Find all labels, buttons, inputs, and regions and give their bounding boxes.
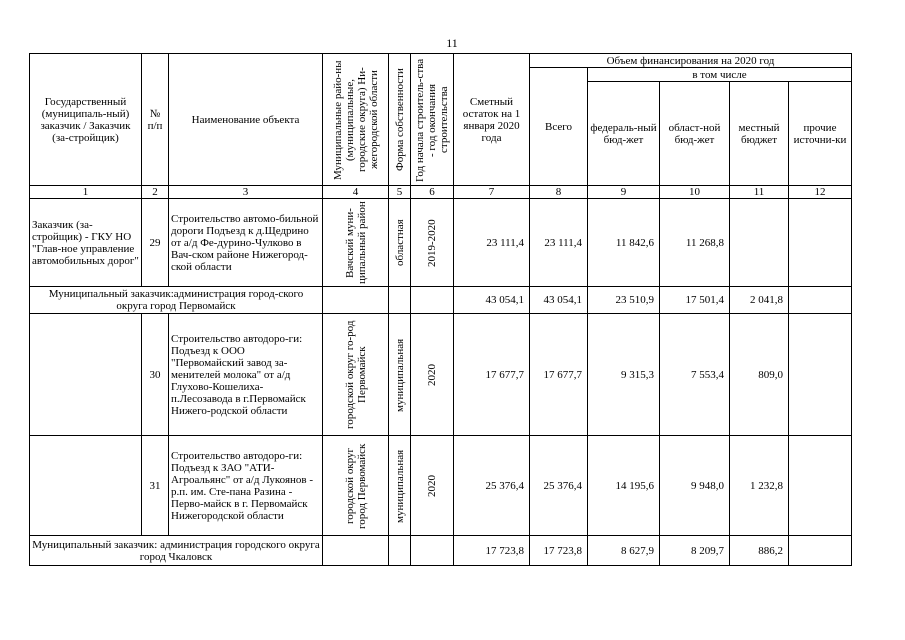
regional-value: 8 209,7: [660, 536, 730, 566]
customer-cell: Заказчик (за-стройщик) - ГКУ НО "Глав-ное управление автомобильных дорог": [30, 199, 142, 287]
years-text: 2020: [426, 474, 438, 497]
total-value: 17 723,8: [530, 536, 588, 566]
column-number: 11: [730, 186, 789, 199]
federal-value: 23 510,9: [588, 287, 660, 314]
row-number: 30: [142, 314, 169, 436]
customer-cell: [30, 314, 142, 436]
other-value: [789, 536, 852, 566]
empty-cell: [389, 287, 411, 314]
ownership-text: областная: [393, 219, 406, 266]
local-value: 809,0: [730, 314, 789, 436]
header-district-text: Муниципальные райо-ны (муниципальные, городские округа) Ни-жегородской области: [331, 59, 380, 180]
ownership-text: муниципальная: [393, 448, 406, 523]
federal-value: 8 627,9: [588, 536, 660, 566]
column-number: 7: [454, 186, 530, 199]
header-total: Всего: [530, 68, 588, 186]
federal-value: 14 195,6: [588, 436, 660, 536]
total-value: 43 054,1: [530, 287, 588, 314]
ownership-text: муниципальная: [393, 337, 406, 412]
district-cell: [323, 436, 389, 536]
header-financing: Объем финансирования на 2020 год: [530, 54, 852, 68]
column-number: 3: [169, 186, 323, 199]
years-text: 2020: [426, 363, 438, 386]
table-row: [30, 199, 852, 287]
local-value: 886,2: [730, 536, 789, 566]
row-number: 29: [142, 199, 169, 287]
header-other: прочие источни-ки: [789, 82, 852, 186]
district-cell: [323, 314, 389, 436]
header-ownership: [389, 54, 411, 186]
district-text: городской округ го-род Первомайск: [343, 320, 368, 429]
header-local: местный бюджет: [730, 82, 789, 186]
other-value: [789, 199, 852, 287]
ownership-cell: [389, 436, 411, 536]
years-cell: [411, 436, 454, 536]
total-value: 23 111,4: [530, 199, 588, 287]
column-number: 5: [389, 186, 411, 199]
district-text: Вачский муни-ципальный район: [343, 201, 368, 284]
ownership-cell: [389, 314, 411, 436]
district-cell: [323, 199, 389, 287]
other-value: [789, 436, 852, 536]
subtotal-label: Муниципальный заказчик: администрация городского округа город Чкаловск: [30, 536, 323, 566]
column-number: 9: [588, 186, 660, 199]
header-regional: област-ной бюд-жет: [660, 82, 730, 186]
regional-value: 17 501,4: [660, 287, 730, 314]
subtotal-row: [30, 287, 852, 314]
years-cell: [411, 199, 454, 287]
header-object: Наименование объекта: [169, 54, 323, 186]
empty-cell: [411, 287, 454, 314]
district-text: городской округ город Первомайск: [343, 442, 368, 529]
financing-table: [29, 53, 852, 566]
years-text: 2019-2020: [426, 218, 438, 267]
estimate-value: 23 111,4: [454, 199, 530, 287]
column-number: 6: [411, 186, 454, 199]
column-number: 4: [323, 186, 389, 199]
subtotal-label: Муниципальный заказчик:администрация город-ского округа город Первомайск: [30, 287, 323, 314]
page-number: 11: [446, 36, 458, 50]
customer-cell: [30, 436, 142, 536]
total-value: 17 677,7: [530, 314, 588, 436]
object-name: Строительство автодоро-ги: Подъезд к ООО "Первомайский завод за-менителей молока" от а/д Глухово-Кошелиха-п.Лесозавода в г.Первомайск Нижего-родской области: [169, 314, 323, 436]
header-district: [323, 54, 389, 186]
regional-value: 11 268,8: [660, 199, 730, 287]
table-row: [30, 314, 852, 436]
estimate-value: 17 723,8: [454, 536, 530, 566]
federal-value: 9 315,3: [588, 314, 660, 436]
regional-value: 9 948,0: [660, 436, 730, 536]
header-customer: Государственный (муниципаль-ный) заказчик / Заказчик (за-стройщик): [30, 54, 142, 186]
column-number: 8: [530, 186, 588, 199]
years-cell: [411, 314, 454, 436]
other-value: [789, 314, 852, 436]
header-years: [411, 54, 454, 186]
object-name: Строительство автомо-бильной дороги Подъезд к д.Щедрино от а/д Фе-дурино-Чулково в Вач-ском районе Нижегород-ской области: [169, 199, 323, 287]
object-name: Строительство автодоро-ги: Подъезд к ЗАО "АТИ-Агроальянс" от а/д Лукоянов - р.п. им. Сте-пана Разина - Перво-майск в г. Первомайск Нижегородской области: [169, 436, 323, 536]
column-number: 10: [660, 186, 730, 199]
ownership-cell: [389, 199, 411, 287]
column-numbers-row: [30, 186, 852, 199]
header-estimate: Сметный остаток на 1 января 2020 года: [454, 54, 530, 186]
header-ownership-text: Форма собственности: [393, 68, 406, 171]
regional-value: 7 553,4: [660, 314, 730, 436]
row-number: 31: [142, 436, 169, 536]
other-value: [789, 287, 852, 314]
empty-cell: [323, 536, 389, 566]
column-number: 1: [30, 186, 142, 199]
header-including: в том числе: [588, 68, 852, 82]
federal-value: 11 842,6: [588, 199, 660, 287]
header-federal: федераль-ный бюд-жет: [588, 82, 660, 186]
local-value: 1 232,8: [730, 436, 789, 536]
column-number: 2: [142, 186, 169, 199]
estimate-value: 17 677,7: [454, 314, 530, 436]
estimate-value: 25 376,4: [454, 436, 530, 536]
header-number: № п/п: [142, 54, 169, 186]
header-years-text: Год начала строитель-ства - год окончания строительства: [414, 57, 450, 182]
local-value: 2 041,8: [730, 287, 789, 314]
total-value: 25 376,4: [530, 436, 588, 536]
empty-cell: [411, 536, 454, 566]
empty-cell: [389, 536, 411, 566]
subtotal-row: [30, 536, 852, 566]
estimate-value: 43 054,1: [454, 287, 530, 314]
empty-cell: [323, 287, 389, 314]
column-number: 12: [789, 186, 852, 199]
local-value: [730, 199, 789, 287]
table-row: [30, 436, 852, 536]
